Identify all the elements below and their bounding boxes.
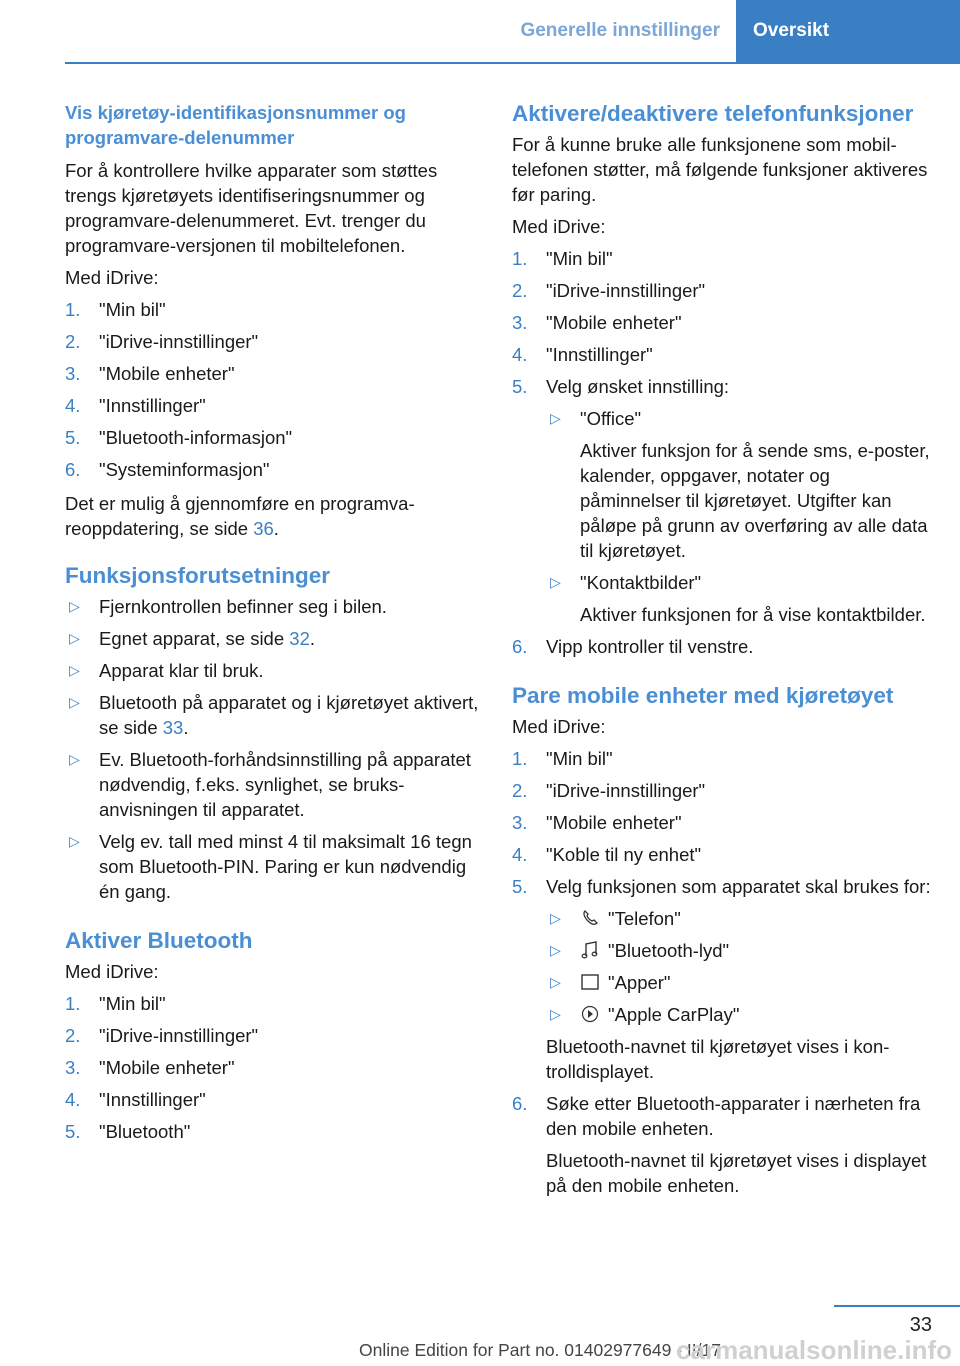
list-item (65, 1119, 480, 1144)
list-item (65, 1087, 480, 1112)
bullet-text: Ev. Bluetooth-forhåndsinnstilling på apparatet nødvendig, f.eks. synlighet, se bruksanvisningen til apparatet. (99, 749, 471, 820)
list-number: 5. (512, 376, 528, 397)
list-item (512, 634, 932, 659)
paragraph: Med iDrive: (512, 716, 606, 737)
list-item (512, 746, 932, 771)
paragraph-update (65, 491, 480, 541)
bullet-text: Apparat klar til bruk. (99, 660, 264, 681)
music-note-icon (580, 940, 600, 960)
period: . (309, 628, 315, 649)
page-link-36[interactable]: 36 (253, 518, 274, 539)
paragraph: For å kontrollere hvilke apparater som støttes trengs kjøretøyets identifiseringsnummer og programvare-delenummeret. Evt. trenger du programvare-versjonen til mobiltelefonen. (65, 160, 438, 256)
list-number: 2. (512, 280, 528, 301)
list-number: 1. (65, 993, 81, 1014)
phone-icon (580, 908, 600, 928)
list-text: "Mobile enheter" (99, 1057, 235, 1078)
list-text: Velg ønsket innstilling: (546, 376, 730, 397)
list-text: "Mobile enheter" (546, 312, 682, 333)
triangle-bullet-icon: ▷ (69, 630, 80, 646)
triangle-bullet-icon: ▷ (69, 598, 80, 614)
left-column (65, 100, 480, 1153)
bullet-description: Aktiver funksjonen for å vise kontaktbilder. (580, 604, 926, 625)
list-item (65, 329, 480, 354)
bullet-title: "Office" (580, 408, 642, 429)
list-number: 3. (512, 812, 528, 833)
list-number: 5. (65, 1121, 81, 1142)
bullet-item (65, 658, 480, 683)
list-item (512, 278, 932, 303)
list-item (512, 874, 932, 1084)
bullet-text: Fjernkontrollen befinner seg i bilen. (99, 596, 387, 617)
list-text: "Bluetooth-informasjon" (99, 427, 293, 448)
list-number: 6. (65, 459, 81, 480)
header-section-title: Generelle innstillinger (520, 20, 720, 41)
apps-grid-icon (580, 972, 600, 992)
option-label: "Apple CarPlay" (608, 1004, 740, 1025)
heading-activate-bluetooth: Aktiver Bluetooth (65, 928, 253, 953)
bullet-item (65, 747, 480, 822)
paragraph: Med iDrive: (65, 267, 159, 288)
heading-vin: Vis kjøretøy-identifikasjonsnummer og programvare-delenummer (65, 102, 406, 148)
bullet-text: Bluetooth på apparatet og i kjøretøyet aktivert, se side (99, 692, 479, 738)
list-item (65, 1055, 480, 1080)
list-number: 2. (65, 1025, 81, 1046)
page-link-32[interactable]: 32 (289, 628, 310, 649)
list-number: 6. (512, 1093, 528, 1114)
list-text: "iDrive-innstillinger" (546, 280, 706, 301)
numbered-list (65, 297, 480, 482)
watermark: carmanualsonline.info (676, 1335, 952, 1365)
list-text: Vipp kontroller til venstre. (546, 636, 754, 657)
list-item (65, 1023, 480, 1048)
list-text: "Mobile enheter" (99, 363, 235, 384)
list-text: "Min bil" (99, 299, 166, 320)
list-text: "Innstillinger" (99, 1089, 206, 1110)
list-number: 3. (65, 363, 81, 384)
numbered-list (512, 246, 932, 659)
triangle-bullet-icon: ▷ (69, 662, 80, 678)
bullet-text: Velg ev. tall med minst 4 til maksimalt 16 tegn som Bluetooth-PIN. Paring er kun nødvendig én gang. (99, 831, 472, 902)
list-item (65, 361, 480, 386)
list-text: "Innstillinger" (99, 395, 206, 416)
list-item (512, 842, 932, 867)
list-item (512, 810, 932, 835)
list-text: "iDrive-innstillinger" (99, 1025, 259, 1046)
paragraph: Med iDrive: (65, 961, 159, 982)
list-item (65, 991, 480, 1016)
list-item (512, 778, 932, 803)
heading-pair-devices: Pare mobile enheter med kjøretøyet (512, 683, 894, 708)
triangle-bullet-icon: ▷ (550, 974, 561, 990)
list-text: Velg funksjonen som apparatet skal brukes for: (546, 876, 931, 897)
triangle-bullet-icon: ▷ (69, 694, 80, 710)
list-text: "Min bil" (546, 248, 613, 269)
option-telefon (546, 906, 932, 931)
list-item (512, 374, 932, 627)
list-item (512, 342, 932, 367)
option-carplay (546, 1002, 932, 1027)
list-number: 5. (65, 427, 81, 448)
list-text: "Min bil" (546, 748, 613, 769)
list-text: "iDrive-innstillinger" (546, 780, 706, 801)
function-options (546, 906, 932, 1027)
option-label: "Bluetooth-lyd" (608, 940, 730, 961)
list-item (512, 1091, 932, 1198)
triangle-bullet-icon: ▷ (550, 1006, 561, 1022)
list-number: 1. (65, 299, 81, 320)
bullet-item-contact-pictures (546, 570, 932, 627)
list-text: "Systeminformasjon" (99, 459, 270, 480)
footer-edition: Online Edition for Part no. 01402977649 - II/17 (359, 1340, 721, 1360)
bullet-item-office (546, 406, 932, 563)
sub-bullet-list (546, 406, 932, 627)
header-tab-active: Oversikt (736, 0, 960, 62)
paragraph: For å kunne bruke alle funksjonene som mobiltelefonen støtter, må følgende funksjoner aktiveres før paring. (512, 134, 928, 205)
bullet-text: Egnet apparat, se side (99, 628, 290, 649)
list-item (65, 393, 480, 418)
list-item (512, 246, 932, 271)
triangle-bullet-icon: ▷ (550, 910, 561, 926)
triangle-bullet-icon: ▷ (69, 751, 80, 767)
list-text: Søke etter Bluetooth-apparater i nærheten fra den mobile enheten. (546, 1093, 921, 1139)
list-number: 5. (512, 876, 528, 897)
triangle-bullet-icon: ▷ (69, 833, 80, 849)
heading-phone-functions: Aktivere/deaktivere telefonfunksjoner (512, 101, 914, 126)
option-apps (546, 970, 932, 995)
option-label: "Telefon" (608, 908, 681, 929)
bullet-item (65, 626, 480, 651)
list-text: "Min bil" (99, 993, 166, 1014)
list-number: 4. (512, 344, 528, 365)
paragraph-text: Det er mulig å gjennomføre en programvareoppdatering, se side (65, 493, 415, 539)
numbered-list (512, 746, 932, 1198)
list-text: "Koble til ny enhet" (546, 844, 702, 865)
list-number: 2. (65, 331, 81, 352)
list-number: 4. (512, 844, 528, 865)
list-item (512, 310, 932, 335)
list-text: "Mobile enheter" (546, 812, 682, 833)
list-number: 4. (65, 1089, 81, 1110)
page-header (65, 0, 960, 64)
bullet-item (65, 829, 480, 904)
bullet-description: Aktiver funksjon for å sende sms, e-poster, kalender, oppgaver, notater og påminnelser til kjøretøyet. Utgifter kan påløpe på grunn av overføring av alle data til kjøretøyet. (580, 440, 930, 561)
bullet-item (65, 594, 480, 619)
bullet-list (65, 594, 480, 904)
list-number: 3. (65, 1057, 81, 1078)
list-number: 4. (65, 395, 81, 416)
triangle-bullet-icon: ▷ (550, 942, 561, 958)
numbered-list (65, 991, 480, 1144)
page-number: 33 (834, 1305, 960, 1343)
page-link-33[interactable]: 33 (162, 717, 184, 738)
list-text: "iDrive-innstillinger" (99, 331, 259, 352)
heading-requirements: Funksjonsforutsetninger (65, 563, 331, 588)
carplay-icon (580, 1004, 600, 1024)
list-item (65, 297, 480, 322)
paragraph: Med iDrive: (512, 216, 606, 237)
option-bluetooth-audio (546, 938, 932, 963)
list-number: 2. (512, 780, 528, 801)
note-text: Bluetooth-navnet til kjøretøyet vises i kontrolldisplayet. (546, 1036, 890, 1082)
period: . (183, 717, 189, 738)
right-column (512, 100, 932, 1207)
bullet-title: "Kontaktbilder" (580, 572, 702, 593)
triangle-bullet-icon: ▷ (550, 574, 561, 590)
period: . (273, 518, 279, 539)
list-number: 1. (512, 248, 528, 269)
list-number: 1. (512, 748, 528, 769)
list-text: "Bluetooth" (99, 1121, 191, 1142)
list-item (65, 457, 480, 482)
bullet-item (65, 690, 480, 740)
list-text: "Innstillinger" (546, 344, 653, 365)
list-number: 3. (512, 312, 528, 333)
note-text: Bluetooth-navnet til kjøretøyet vises i displayet på den mobile enheten. (546, 1150, 927, 1196)
list-number: 6. (512, 636, 528, 657)
list-item (65, 425, 480, 450)
triangle-bullet-icon: ▷ (550, 410, 561, 426)
option-label: "Apper" (608, 972, 671, 993)
